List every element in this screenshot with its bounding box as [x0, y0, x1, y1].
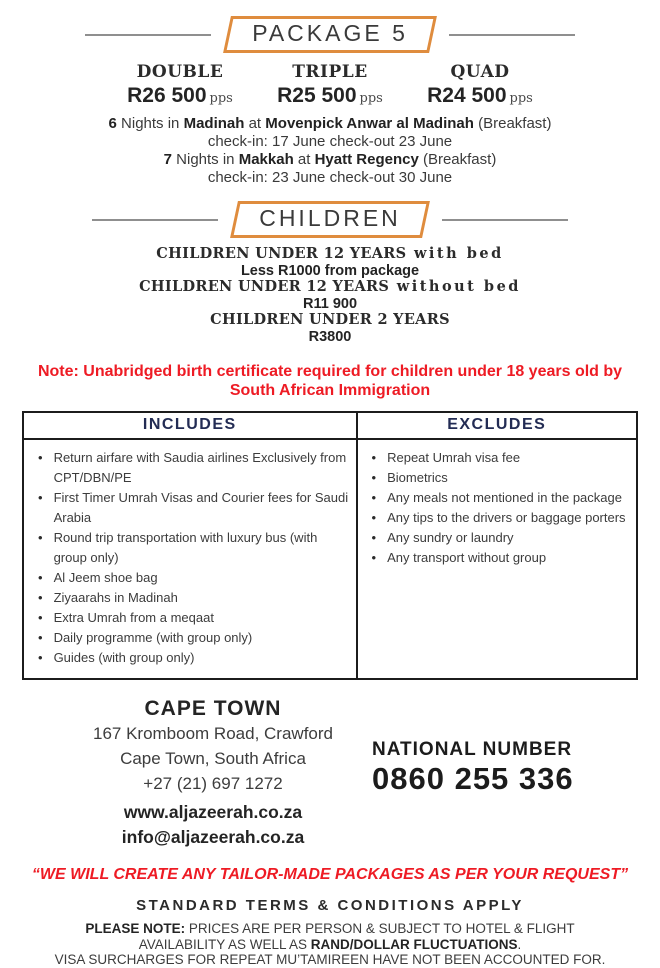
bullet-icon: •: [371, 530, 377, 545]
list-item: • Ziyaarahs in Madinah: [38, 588, 350, 608]
includes-header: INCLUDES: [24, 413, 358, 440]
itinerary: [0, 115, 660, 187]
bullet-icon: •: [38, 450, 43, 465]
children-price: R3800: [308, 328, 352, 345]
contact-section: [0, 697, 660, 850]
children-category: CHILDREN UNDER 12 YEARS with bed: [156, 245, 504, 262]
stay-makkah: [0, 151, 660, 187]
national-number-block: [364, 697, 660, 850]
stay-madinah: [0, 115, 660, 151]
list-item: • Guides (with group only): [38, 648, 350, 668]
occupancy-label: QUAD: [450, 62, 510, 82]
header-rule-left: [85, 34, 211, 36]
bullet-icon: •: [371, 490, 377, 505]
visa-surcharge-note: VISA SURCHARGES FOR REPEAT MU’TAMIREEN HAVE NOT BEEN ACCOUNTED FOR.: [54, 952, 606, 967]
bullet-icon: •: [371, 450, 377, 465]
list-item: • Any meals not mentioned in the package: [372, 488, 630, 508]
price-unit: pps: [359, 91, 383, 106]
please-note-label: PLEASE NOTE:: [85, 921, 186, 936]
package-title-box: [223, 16, 437, 53]
bullet-icon: •: [38, 530, 43, 545]
children-header: [0, 201, 660, 238]
immigration-note: Note: Unabridged birth certificate required for children under 18 years old by South African Immigration: [37, 363, 623, 399]
header-rule-right: [442, 219, 568, 221]
please-note-line1: PLEASE NOTE: PRICES ARE PER PERSON & SUBJECT TO HOTEL & FLIGHT: [85, 921, 575, 936]
list-item: • Biometrics: [372, 468, 630, 488]
list-item: • Extra Umrah from a meqaat: [38, 608, 350, 628]
stay-dates: check-in: 17 June check-out 23 June: [207, 133, 453, 150]
price-column-quad: [405, 62, 555, 108]
occupancy-label: DOUBLE: [136, 62, 224, 82]
please-note-line2: AVAILABILITY AS WELL AS RAND/DOLLAR FLUCTUATIONS.: [138, 936, 522, 952]
fine-print: [0, 921, 660, 968]
stay-summary: 7 Nights in Makkah at Hyatt Regency (Breakfast): [163, 151, 497, 168]
bullet-icon: •: [38, 650, 43, 665]
stay-hotel: Hyatt Regency: [314, 151, 419, 168]
stay-nights: 7: [163, 151, 172, 168]
website-url: www.aljazeerah.co.za: [123, 802, 303, 822]
stay-city: Makkah: [238, 151, 294, 168]
price-amount: R26 500: [127, 84, 207, 107]
list-item: • Daily programme (with group only): [38, 628, 350, 648]
price-column-triple: [255, 62, 405, 108]
bullet-icon: •: [38, 590, 43, 605]
bullet-icon: •: [38, 610, 43, 625]
list-item: • Any tips to the drivers or baggage porters: [372, 508, 630, 528]
price-value: [105, 84, 255, 108]
excludes-header: EXCLUDES: [358, 413, 636, 440]
branch-contact: [62, 697, 364, 850]
price-row: [0, 62, 660, 108]
bullet-icon: •: [371, 510, 377, 525]
children-category: CHILDREN UNDER 12 YEARS without bed: [139, 278, 521, 295]
list-item: • Any sundry or laundry: [372, 528, 630, 548]
stay-summary: 6 Nights in Madinah at Movenpick Anwar al Madinah (Breakfast): [108, 115, 552, 132]
stay-city: Madinah: [183, 115, 245, 132]
email-address: info@aljazeerah.co.za: [121, 827, 305, 847]
price-value: [255, 84, 405, 108]
stay-meal: (Breakfast): [418, 151, 497, 168]
package-header: [0, 16, 660, 53]
occupancy-label: TRIPLE: [292, 62, 368, 82]
bullet-icon: •: [38, 570, 43, 585]
price-amount: R25 500: [277, 84, 357, 107]
address-line1: 167 Kromboom Road, Crawford: [92, 724, 333, 743]
list-item: • Repeat Umrah visa fee: [372, 448, 630, 468]
list-item: • First Timer Umrah Visas and Courier fees for Saudi Arabia: [38, 488, 350, 528]
national-number: 0860 255 336: [372, 761, 574, 796]
branch-name: CAPE TOWN: [144, 697, 282, 720]
bullet-icon: •: [371, 550, 377, 565]
price-unit: pps: [509, 91, 533, 106]
terms-line: STANDARD TERMS & CONDITIONS APPLY: [136, 897, 524, 914]
stay-meal: (Breakfast): [473, 115, 552, 132]
bullet-icon: •: [371, 470, 377, 485]
package-title: PACKAGE 5: [252, 20, 409, 46]
children-title: CHILDREN: [259, 205, 401, 231]
header-rule-left: [92, 219, 218, 221]
price-unit: pps: [209, 91, 233, 106]
list-item: • Al Jeem shoe bag: [38, 568, 350, 588]
address-line2: Cape Town, South Africa: [120, 749, 306, 768]
stay-hotel: Movenpick Anwar al Madinah: [265, 115, 474, 132]
excludes-list: [358, 440, 636, 678]
phone-number: +27 (21) 697 1272: [143, 774, 283, 793]
children-pricing: [0, 246, 660, 345]
list-item: • Return airfare with Saudia airlines Exclusively from CPT/DBN/PE: [38, 448, 350, 488]
price-amount: R24 500: [427, 84, 507, 107]
children-price: Less R1000 from package: [240, 262, 420, 279]
children-category: CHILDREN UNDER 2 YEARS: [210, 311, 450, 328]
price-value: [405, 84, 555, 108]
stay-dates: check-in: 23 June check-out 30 June: [207, 169, 453, 186]
list-item: • Any transport without group: [372, 548, 630, 568]
bullet-icon: •: [38, 490, 43, 505]
stay-nights: 6: [108, 115, 117, 132]
list-item: • Round trip transportation with luxury bus (with group only): [38, 528, 350, 568]
bullet-icon: •: [38, 630, 43, 645]
header-rule-right: [449, 34, 575, 36]
includes-excludes-table: [22, 411, 638, 680]
tailor-made-tagline: “WE WILL CREATE ANY TAILOR-MADE PACKAGES AS PER YOUR REQUEST”: [31, 866, 629, 883]
children-price: R11 900: [302, 295, 358, 312]
price-column-double: [105, 62, 255, 108]
includes-list: [24, 440, 358, 678]
national-number-label: NATIONAL NUMBER: [372, 739, 573, 760]
children-title-box: [230, 201, 429, 238]
